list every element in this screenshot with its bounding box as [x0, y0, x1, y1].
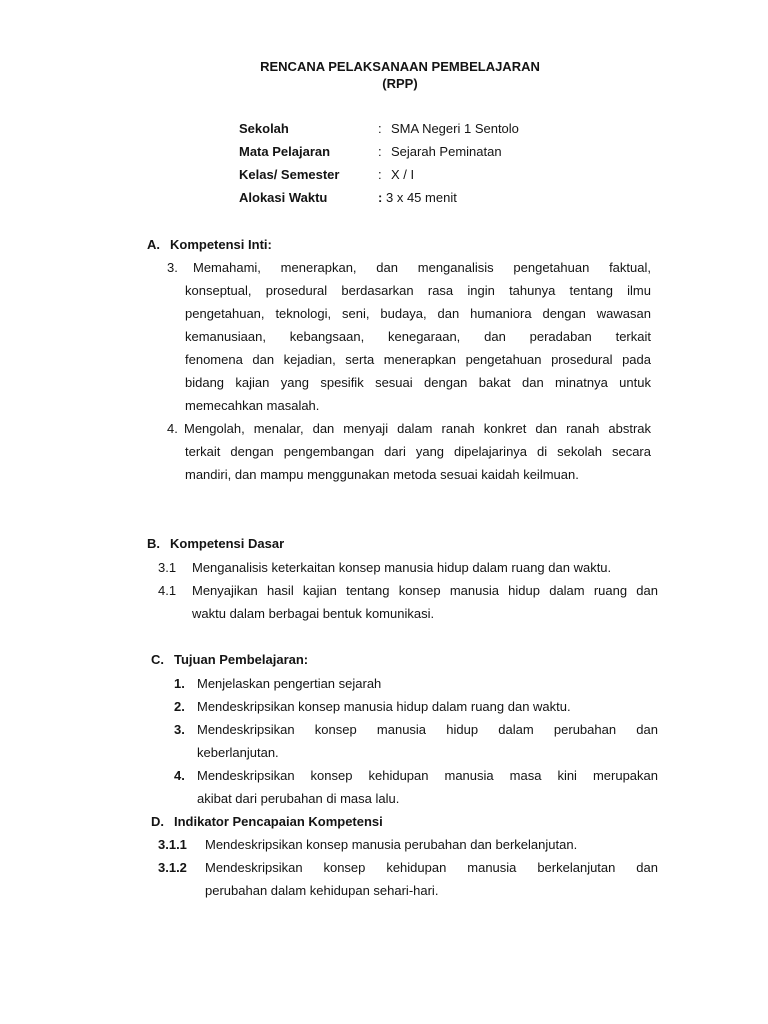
identity-value: Sejarah Peminatan [391, 144, 502, 159]
list-item-text: Menjelaskan pengertian sejarah [197, 676, 382, 691]
list-number: 3. [174, 722, 185, 737]
section-b-heading [147, 536, 284, 551]
list-number: 3.1.2 [158, 860, 187, 875]
section-letter: C. [151, 652, 164, 667]
list-number: 3. [167, 260, 178, 275]
list-item-text: waktu dalam berbagai bentuk komunikasi. [192, 606, 435, 621]
list-item-text: akibat dari perubahan di masa lalu. [197, 791, 400, 806]
identity-value: SMA Negeri 1 Sentolo [391, 121, 519, 136]
section-title: Indikator Pencapaian Kompetensi [174, 814, 383, 829]
identity-label: Sekolah [239, 121, 289, 136]
list-item-text: Mendeskripsikan konsep kehidupan manusia berkelanjutan dan [205, 860, 658, 875]
identity-row-school [239, 121, 639, 144]
paragraph-line: memecahkan masalah. [185, 398, 320, 413]
identity-label: Alokasi Waktu [239, 190, 328, 205]
identity-table [239, 121, 639, 213]
paragraph-line: konseptual, prosedural berdasarkan rasa ingin tahunya tentang ilmu [185, 283, 651, 298]
paragraph-line: pengetahuan, teknologi, seni, budaya, dan humaniora dengan wawasan [185, 306, 651, 321]
section-letter: A. [147, 237, 160, 252]
list-item-text: Mendeskripsikan konsep manusia perubahan dan berkelanjutan. [205, 837, 578, 852]
list-item-text: keberlanjutan. [197, 745, 279, 760]
list-number: 4. [174, 768, 185, 783]
paragraph-line: Mengolah, menalar, dan menyaji dalam ranah konkret dan ranah abstrak [184, 421, 651, 436]
section-letter: B. [147, 536, 160, 551]
list-item-text: Mendeskripsikan konsep kehidupan manusia masa kini merupakan [197, 768, 658, 783]
paragraph-line: fenomena dan kejadian, serta menerapkan pengetahuan prosedural pada [185, 352, 651, 367]
list-item-text: perubahan dalam kehidupan sehari-hari. [205, 883, 439, 898]
list-item-text: Menganalisis keterkaitan konsep manusia hidup dalam ruang dan waktu. [192, 560, 612, 575]
paragraph-line: terkait dengan pengembangan dari yang dipelajarinya di sekolah secara [185, 444, 651, 459]
paragraph-line: bidang kajian yang spesifik sesuai dengan bakat dan minatnya untuk [185, 375, 651, 390]
paragraph-line: Memahami, menerapkan, dan menganalisis pengetahuan faktual, [193, 260, 651, 275]
identity-colon: : [378, 167, 382, 182]
identity-colon: : [378, 190, 383, 205]
paragraph-line: kemanusiaan, kebangsaan, kenegaraan, dan peradaban terkait [185, 329, 651, 344]
identity-row-class [239, 167, 639, 190]
identity-colon: : [378, 121, 382, 136]
identity-value: 3 x 45 menit [386, 190, 457, 205]
paragraph-line: mandiri, dan mampu menggunakan metoda sesuai kaidah keilmuan. [185, 467, 579, 482]
identity-row-time [239, 190, 639, 213]
section-title: Tujuan Pembelajaran: [174, 652, 309, 667]
list-number: 2. [174, 699, 185, 714]
list-number: 4.1 [158, 583, 177, 598]
identity-colon: : [378, 144, 382, 159]
list-item-text: Menyajikan hasil kajian tentang konsep manusia hidup dalam ruang dan [192, 583, 658, 598]
list-number: 4. [167, 421, 178, 436]
identity-label: Kelas/ Semester [239, 167, 340, 182]
section-title: Kompetensi Dasar [170, 536, 285, 551]
list-number: 3.1.1 [158, 837, 187, 852]
identity-value: X / I [391, 167, 415, 182]
document-title: RENCANA PELAKSANAAN PEMBELAJARAN [260, 59, 540, 74]
section-title: Kompetensi Inti: [170, 237, 272, 252]
identity-label: Mata Pelajaran [239, 144, 331, 159]
list-item-text: Mendeskripsikan konsep manusia hidup dalam perubahan dan [197, 722, 658, 737]
identity-row-subject [239, 144, 639, 167]
section-d-heading [151, 814, 383, 829]
section-c-heading [151, 652, 308, 667]
section-letter: D. [151, 814, 164, 829]
document-subtitle: (RPP) [382, 76, 418, 91]
list-number: 3.1 [158, 560, 177, 575]
list-number: 1. [174, 676, 185, 691]
list-item-text: Mendeskripsikan konsep manusia hidup dalam ruang dan waktu. [197, 699, 571, 714]
section-a-heading [147, 237, 272, 252]
